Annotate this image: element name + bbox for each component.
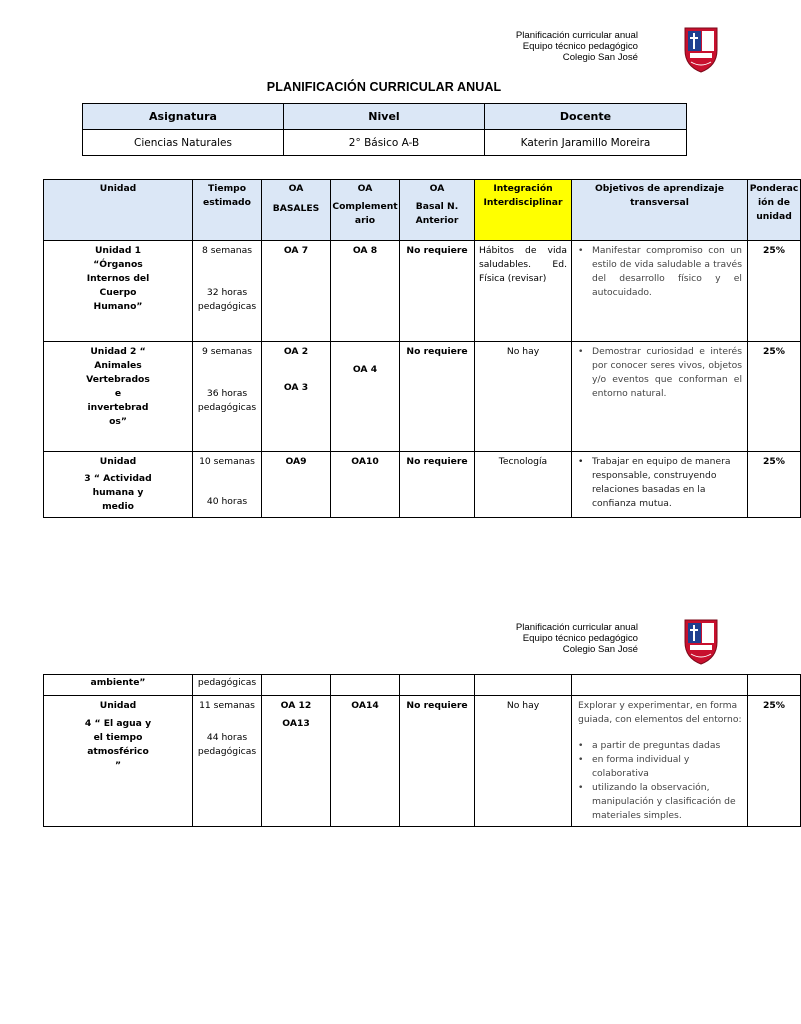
oa-basales-cell: OA 7: [262, 241, 331, 342]
unidad-cell: Unidad 2 “ Animales Vertebrados e invertebrad os”: [44, 342, 193, 452]
oa-comp-cell: OA14: [331, 696, 400, 827]
col-tiempo: Tiempo estimado: [193, 180, 262, 241]
basal-cell: No requiere: [400, 342, 475, 452]
col-oa-basales: OA BASALES: [262, 180, 331, 241]
unidad-cell: Unidad 3 “ Actividad humana y medio: [44, 452, 193, 518]
basal-cell: No requiere: [400, 241, 475, 342]
planning-table-continued: [43, 674, 801, 827]
header-line-2: Equipo técnico pedagógico: [522, 633, 638, 644]
page-header-2: [420, 616, 720, 672]
header-nivel: Nivel: [284, 104, 485, 130]
tiempo-cell: pedagógicas: [193, 675, 262, 696]
tiempo-cell: 10 semanas 40 horas: [193, 452, 262, 518]
header-line-1: Planificación curricular anual: [515, 30, 638, 41]
table-row: [44, 241, 801, 342]
ponderacion-cell: 25%: [748, 241, 801, 342]
value-asignatura: Ciencias Naturales: [83, 130, 284, 156]
oa-basales-cell: OA 2 OA 3: [262, 342, 331, 452]
unidad-cell: Unidad 1 “Órganos Internos del Cuerpo Humano”: [44, 241, 193, 342]
oa-comp-cell: OA 8: [331, 241, 400, 342]
integracion-cell: Hábitos de vida saludables. Ed. Física (revisar): [475, 241, 572, 342]
oa-basales-cell: OA 12 OA13: [262, 696, 331, 827]
planning-table: [43, 179, 801, 518]
objetivo-cell: Explorar y experimentar, en forma guiada, con elementos del entorno: • a partir de preguntas dadas • en forma individual y colaborativa • utilizando la observación, manipulación y clasificación de materiales simples.: [572, 696, 748, 827]
table-row: [44, 452, 801, 518]
value-nivel: 2° Básico A-B: [284, 130, 485, 156]
school-crest-icon: [682, 24, 720, 74]
oa-basales-cell: OA9: [262, 452, 331, 518]
header-line-1: Planificación curricular anual: [515, 622, 638, 633]
unidad-cell: ambiente”: [44, 675, 193, 696]
oa-comp-cell: OA 4: [331, 342, 400, 452]
basal-cell: No requiere: [400, 452, 475, 518]
table-row: [44, 696, 801, 827]
info-table: [82, 103, 687, 156]
ponderacion-cell: 25%: [748, 696, 801, 827]
col-integracion: Integración Interdisciplinar: [475, 180, 572, 241]
table-row: [44, 675, 801, 696]
col-objetivos: Objetivos de aprendizaje transversal: [572, 180, 748, 241]
header-line-2: Equipo técnico pedagógico: [522, 41, 638, 52]
header-asignatura: Asignatura: [83, 104, 284, 130]
tiempo-cell: 8 semanas 32 horas pedagógicas: [193, 241, 262, 342]
objetivo-cell: • Manifestar compromiso con un estilo de vida saludable a través del desarrollo físico y el autocuidado.: [572, 241, 748, 342]
col-oa-basal-anterior: OA Basal N. Anterior: [400, 180, 475, 241]
school-crest-icon: [682, 616, 720, 666]
integracion-cell: Tecnología: [475, 452, 572, 518]
ponderacion-cell: 25%: [748, 342, 801, 452]
col-ponderacion: Ponderac ión de unidad: [748, 180, 801, 241]
value-docente: Katerin Jaramillo Moreira: [485, 130, 687, 156]
ponderacion-cell: 25%: [748, 452, 801, 518]
objetivo-cell: • Trabajar en equipo de manera responsable, construyendo relaciones basadas en la confianza mutua.: [572, 452, 748, 518]
page-header: [420, 24, 720, 80]
oa-comp-cell: OA10: [331, 452, 400, 518]
unidad-cell: Unidad 4 “ El agua y el tiempo atmosférico ”: [44, 696, 193, 827]
page-title: PLANIFICACIÓN CURRICULAR ANUAL: [266, 80, 502, 94]
header-docente: Docente: [485, 104, 687, 130]
table-row: [44, 342, 801, 452]
header-line-3: Colegio San José: [562, 644, 638, 655]
integracion-cell: No hay: [475, 342, 572, 452]
tiempo-cell: 11 semanas 44 horas pedagógicas: [193, 696, 262, 827]
col-unidad: Unidad: [44, 180, 193, 241]
col-oa-complementario: OA Complement ario: [331, 180, 400, 241]
basal-cell: No requiere: [400, 696, 475, 827]
integracion-cell: No hay: [475, 696, 572, 827]
objetivo-cell: • Demostrar curiosidad e interés por conocer seres vivos, objetos y/o eventos que conforman el entorno natural.: [572, 342, 748, 452]
header-line-3: Colegio San José: [562, 52, 638, 63]
tiempo-cell: 9 semanas 36 horas pedagógicas: [193, 342, 262, 452]
